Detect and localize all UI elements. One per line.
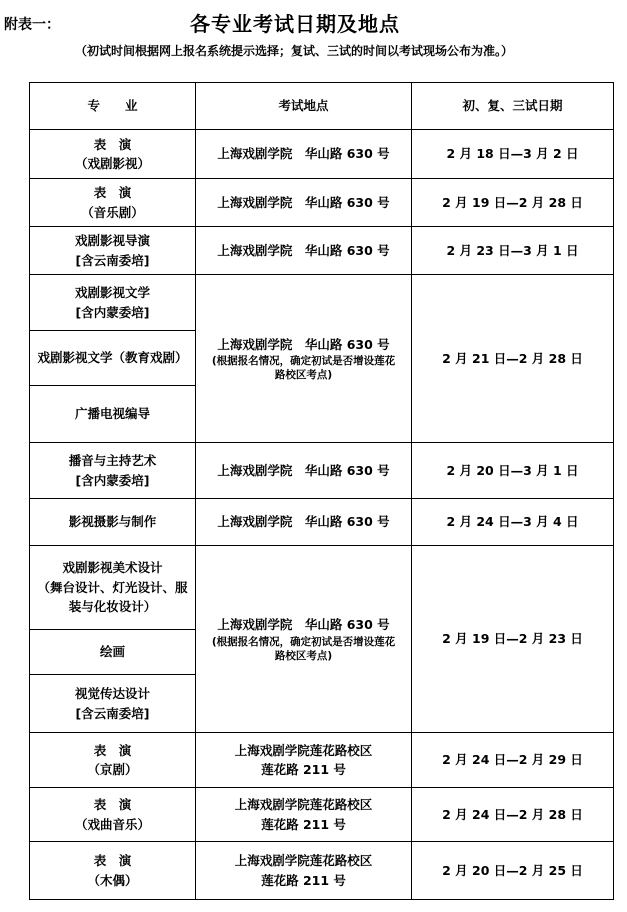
table-row — [30, 227, 614, 275]
dates-cell: 2 月 20 日—2 月 25 日 — [412, 842, 614, 900]
major-cell: 表 演 （戏曲音乐） — [30, 788, 196, 842]
header-major: 专 业 — [30, 83, 196, 130]
header-location: 考试地点 — [196, 83, 412, 130]
major-cell: 戏剧影视美术设计 （舞台设计、灯光设计、服 装与化妆设计） — [30, 546, 196, 630]
major-cell: 戏剧影视文学 [含内蒙委培] — [30, 275, 196, 331]
header-dates: 初、复、三试日期 — [412, 83, 614, 130]
major-cell: 戏剧影视文学（教育戏剧） — [30, 331, 196, 386]
table-row — [30, 733, 614, 788]
table-row — [30, 499, 614, 546]
table-row — [30, 443, 614, 499]
page-title: 各专业考试日期及地点 — [190, 12, 400, 36]
table-row — [30, 842, 614, 900]
dates-cell: 2 月 19 日—2 月 23 日 — [412, 546, 614, 733]
location-cell: 上海戏剧学院 华山路 630 号 — [196, 499, 412, 546]
major-cell: 表 演 （戏剧影视） — [30, 130, 196, 179]
dates-cell: 2 月 20 日—3 月 1 日 — [412, 443, 614, 499]
major-cell: 表 演 （木偶） — [30, 842, 196, 900]
table-row — [30, 275, 614, 331]
major-cell: 播音与主持艺术 [含内蒙委培] — [30, 443, 196, 499]
dates-cell: 2 月 24 日—2 月 29 日 — [412, 733, 614, 788]
major-cell: 绘画 — [30, 630, 196, 675]
major-cell: 表 演 （京剧） — [30, 733, 196, 788]
dates-cell: 2 月 19 日—2 月 28 日 — [412, 179, 614, 227]
location-cell: 上海戏剧学院莲花路校区 莲花路 211 号 — [196, 842, 412, 900]
table-row — [30, 788, 614, 842]
major-cell: 戏剧影视导演 [含云南委培] — [30, 227, 196, 275]
table-row — [30, 130, 614, 179]
location-cell: 上海戏剧学院 华山路 630 号 — [196, 443, 412, 499]
location-cell: 上海戏剧学院莲花路校区 莲花路 211 号 — [196, 788, 412, 842]
dates-cell: 2 月 23 日—3 月 1 日 — [412, 227, 614, 275]
location-cell: 上海戏剧学院 华山路 630 号 — [196, 179, 412, 227]
location-cell: 上海戏剧学院 华山路 630 号 (根据报名情况，确定初试是否增设莲花 路校区考点) — [196, 546, 412, 733]
location-cell: 上海戏剧学院 华山路 630 号 — [196, 130, 412, 179]
major-cell: 广播电视编导 — [30, 386, 196, 443]
dates-cell: 2 月 18 日—3 月 2 日 — [412, 130, 614, 179]
location-cell: 上海戏剧学院 华山路 630 号 — [196, 227, 412, 275]
major-cell: 表 演 （音乐剧） — [30, 179, 196, 227]
table-row — [30, 179, 614, 227]
major-cell: 视觉传达设计 [含云南委培] — [30, 675, 196, 733]
appendix-label: 附表一： — [4, 17, 60, 33]
dates-cell: 2 月 24 日—3 月 4 日 — [412, 499, 614, 546]
dates-cell: 2 月 24 日—2 月 28 日 — [412, 788, 614, 842]
location-cell: 上海戏剧学院莲花路校区 莲花路 211 号 — [196, 733, 412, 788]
major-cell: 影视摄影与制作 — [30, 499, 196, 546]
location-cell: 上海戏剧学院 华山路 630 号 (根据报名情况，确定初试是否增设莲花 路校区考点) — [196, 275, 412, 443]
exam-schedule-table — [29, 82, 614, 900]
table-header-row — [30, 83, 614, 130]
page-note: （初试时间根据网上报名系统提示选择；复试、三试的时间以考试现场公布为准。） — [75, 44, 514, 58]
table-row — [30, 546, 614, 630]
dates-cell: 2 月 21 日—2 月 28 日 — [412, 275, 614, 443]
